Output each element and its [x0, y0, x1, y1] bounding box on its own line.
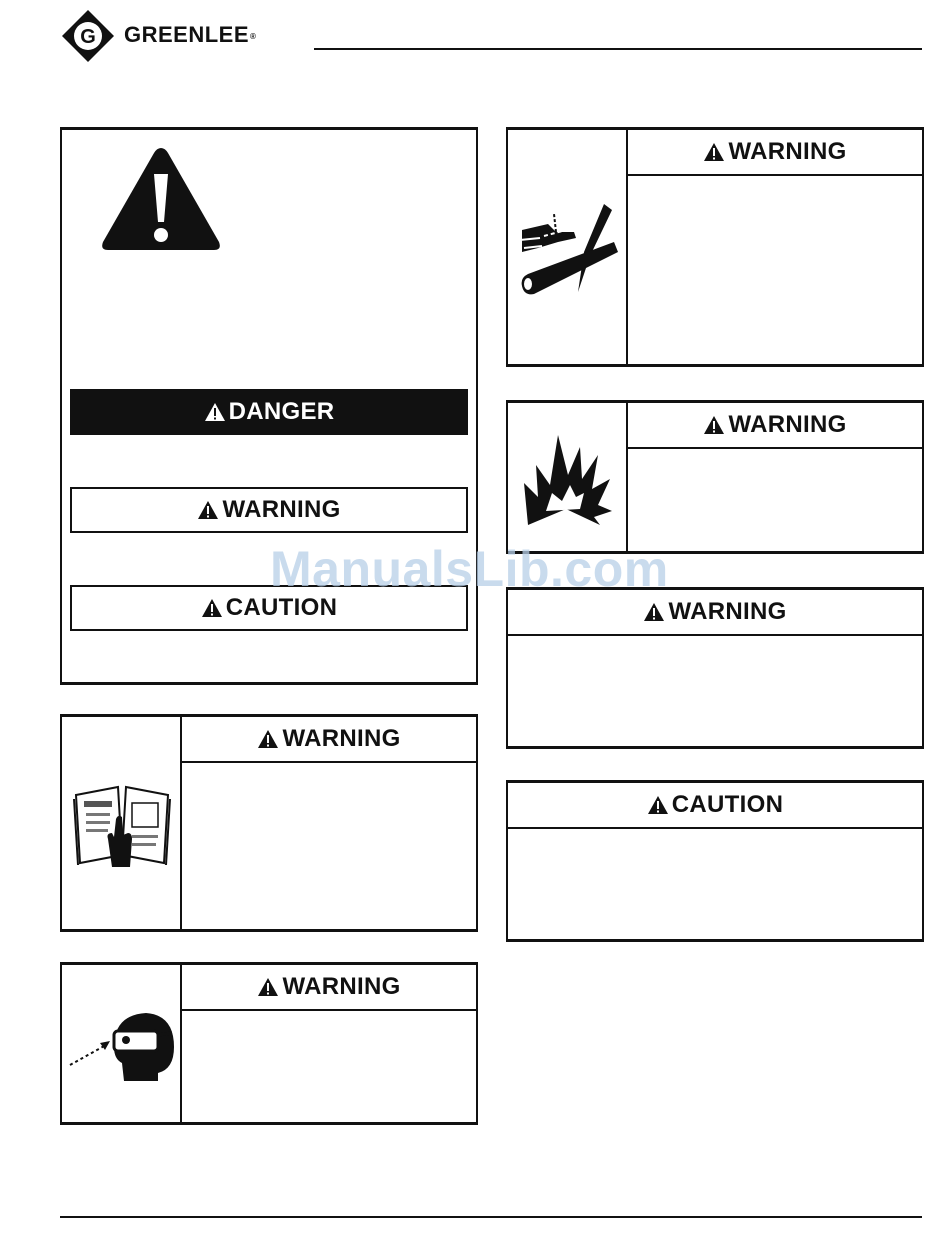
safety-alert-symbol-icon: [98, 144, 224, 254]
alert-triangle-icon: [647, 795, 669, 815]
explosion-warning-box: [506, 400, 924, 554]
general-caution-text: CAUTION: [671, 791, 784, 818]
hydraulic-icon-cell: [508, 130, 628, 364]
alert-triangle-icon: [703, 142, 725, 162]
greenlee-logo-icon: [60, 8, 116, 64]
alert-triangle-icon: [201, 598, 223, 618]
read-manual-icon: [72, 781, 172, 869]
eye-warning-box: [60, 962, 478, 1125]
manual-warning-label: [182, 717, 476, 763]
brand-name: [124, 22, 256, 48]
explosion-warning-text: WARNING: [728, 411, 847, 438]
eye-icon-cell: [62, 965, 182, 1122]
watermark: ManualsLib.com: [270, 541, 669, 597]
alert-triangle-icon: [257, 729, 279, 749]
manual-icon-cell: [62, 717, 182, 929]
alert-triangle-icon: [257, 977, 279, 997]
explosion-icon: [522, 431, 614, 527]
eye-protection-icon: [68, 1007, 178, 1085]
footer-rule: [60, 1216, 922, 1218]
alert-triangle-icon: [204, 402, 226, 422]
danger-text: DANGER: [228, 398, 335, 425]
caution-text: CAUTION: [225, 594, 338, 621]
logo-letter: G: [80, 26, 96, 48]
general-warning-box: [506, 587, 924, 749]
fluid-injection-icon: [518, 202, 618, 298]
alert-triangle-icon: [643, 602, 665, 622]
header-rule: [314, 48, 922, 50]
page-header: [60, 8, 922, 56]
safety-alert-box: [60, 127, 478, 685]
eye-warning-label: [182, 965, 476, 1011]
manual-warning-text: WARNING: [282, 725, 401, 752]
explosion-warning-label: [628, 403, 922, 449]
general-caution-box: [506, 780, 924, 942]
hydraulic-warning-text: WARNING: [728, 138, 847, 165]
alert-triangle-icon: [703, 415, 725, 435]
warning-text: WARNING: [222, 496, 341, 523]
brand-text: GREENLEE: [124, 22, 250, 47]
alert-triangle-icon: [197, 500, 219, 520]
brand-reg-mark: ®: [250, 31, 257, 41]
warning-label: [70, 487, 468, 533]
explosion-icon-cell: [508, 403, 628, 551]
general-caution-label: [508, 783, 922, 829]
hydraulic-warning-label: [628, 130, 922, 176]
hydraulic-warning-box: [506, 127, 924, 367]
manual-warning-box: [60, 714, 478, 932]
eye-warning-text: WARNING: [282, 973, 401, 1000]
danger-label: [70, 389, 468, 435]
general-warning-text: WARNING: [668, 598, 787, 625]
